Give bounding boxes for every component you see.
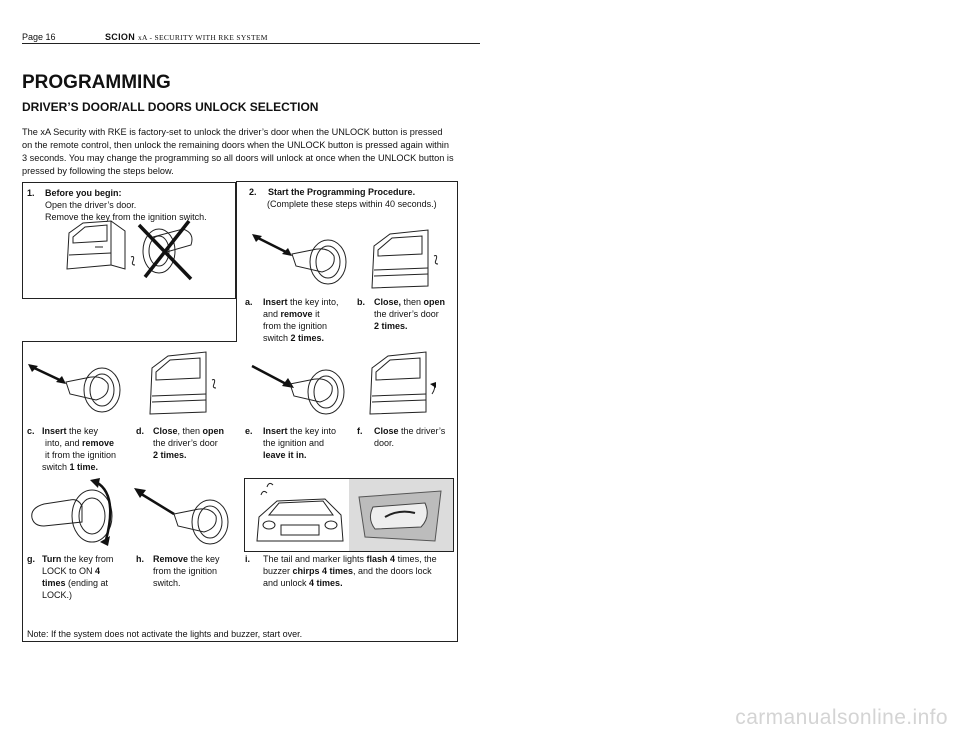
step2-border-mid bbox=[22, 341, 237, 342]
step1-line1: Open the driver’s door. bbox=[45, 200, 137, 210]
step-g-w1: Turn bbox=[42, 554, 62, 564]
door-close-open-icon-b bbox=[370, 228, 450, 294]
step-g-body bbox=[42, 553, 142, 601]
step-i-t5: and unlock bbox=[263, 578, 310, 588]
step-b-w3: 2 times. bbox=[374, 321, 408, 331]
step-g-t4: LOCK.) bbox=[42, 590, 73, 600]
step-i-t4: , and the doors lock bbox=[353, 566, 432, 576]
step-c-w1: Insert bbox=[42, 426, 67, 436]
step-h-letter: h. bbox=[136, 554, 144, 564]
step-i-w1: flash 4 bbox=[366, 554, 396, 564]
step-g-text bbox=[27, 553, 114, 600]
step-b-text bbox=[357, 296, 446, 331]
step-e-body bbox=[263, 425, 363, 461]
key-insert-remove-icon-a bbox=[252, 232, 362, 292]
step-f-text bbox=[357, 425, 446, 448]
car-front-illustration bbox=[251, 483, 347, 549]
step-c-t4: switch bbox=[42, 462, 70, 472]
step-f-t2: door. bbox=[374, 438, 395, 448]
step-d-t1: , then bbox=[177, 426, 203, 436]
step-e-letter: e. bbox=[245, 426, 253, 436]
step-f-w1: Close bbox=[374, 426, 399, 436]
step-h-body bbox=[153, 553, 253, 589]
step-c-t1: the key bbox=[66, 426, 99, 436]
key-insert-remove-icon-c bbox=[28, 362, 128, 422]
step-a-t2: and bbox=[263, 309, 281, 319]
step1-line2: Remove the key from the ignition switch. bbox=[45, 212, 207, 222]
step-d-body bbox=[153, 425, 253, 461]
step-g-t3: (ending at bbox=[65, 578, 109, 588]
step-e-text bbox=[245, 425, 337, 460]
step2-heading: Start the Programming Procedure. bbox=[268, 187, 416, 197]
step-c-w2: remove bbox=[82, 438, 115, 448]
step-b-letter: b. bbox=[357, 297, 365, 307]
step-e-t1: the key into bbox=[287, 426, 337, 436]
step-a-t3: it bbox=[312, 309, 320, 319]
header-subtitle: xA - SECURITY WITH RKE SYSTEM bbox=[138, 33, 268, 42]
step-a-w1: Insert bbox=[263, 297, 288, 307]
step-i-text bbox=[245, 553, 437, 588]
step2-heading-block bbox=[249, 186, 437, 210]
door-handle-illustration bbox=[355, 487, 447, 545]
step-c-text bbox=[27, 425, 117, 472]
car-lights-panel bbox=[244, 478, 454, 552]
step-a-t4: from the ignition bbox=[263, 321, 328, 331]
step-i-body bbox=[263, 553, 463, 589]
step-a-letter: a. bbox=[245, 297, 253, 307]
step-b-w1: Close, bbox=[374, 297, 402, 307]
step-a-w2: remove bbox=[280, 309, 313, 319]
step2-border-left-top bbox=[236, 181, 237, 341]
door-handle-photo bbox=[349, 479, 453, 551]
step-c-letter: c. bbox=[27, 426, 35, 436]
door-close-open-icon-d bbox=[148, 350, 228, 420]
step-c-t2: into, and bbox=[45, 438, 83, 448]
step-g-w3: times bbox=[42, 578, 66, 588]
step-c-body bbox=[42, 425, 142, 473]
step-d-letter: d. bbox=[136, 426, 144, 436]
step-d-t2: the driver’s door bbox=[153, 438, 218, 448]
step-a-text bbox=[245, 296, 339, 343]
step-d-w1: Close bbox=[153, 426, 178, 436]
brand-name: SCION bbox=[105, 32, 136, 42]
step-b-t1: then bbox=[401, 297, 424, 307]
step-e-w2: leave it in. bbox=[263, 450, 307, 460]
section-title: DRIVER’S DOOR/ALL DOORS UNLOCK SELECTION bbox=[22, 100, 319, 114]
step-i-t1: The tail and marker lights bbox=[263, 554, 367, 564]
step-a-t5: switch bbox=[263, 333, 291, 343]
note-text: Note: If the system does not activate the lights and buzzer, start over. bbox=[27, 629, 303, 639]
step-b-t2: the driver’s door bbox=[374, 309, 439, 319]
step-g-t2: LOCK to ON bbox=[42, 566, 96, 576]
step2-border-left-bottom bbox=[22, 341, 23, 642]
header-rule bbox=[22, 43, 480, 44]
intro-paragraph: The xA Security with RKE is factory-set to unlock the driver’s door when the UNLOCK button is pressed on the remote control, then unlock the remaining doors when the UNLOCK button is pressed again within 3 seconds. You may change the programming so all doors will unlock at once when the UNLOCK button is pressed by following the steps below. bbox=[22, 127, 454, 176]
step-c-t3: it from the ignition bbox=[45, 450, 117, 460]
step-f-t1: the driver’s bbox=[398, 426, 446, 436]
step-e-w1: Insert bbox=[263, 426, 288, 436]
step-d-text bbox=[136, 425, 225, 460]
step-f-body bbox=[374, 425, 474, 449]
step-d-w2: open bbox=[202, 426, 225, 436]
key-insert-icon-e bbox=[250, 362, 350, 422]
step-h-w1: Remove bbox=[153, 554, 189, 564]
step-h-text bbox=[136, 553, 220, 588]
step-g-w2: 4 bbox=[95, 566, 101, 576]
page-number: Page 16 bbox=[22, 32, 56, 42]
key-turn-icon-g bbox=[30, 478, 120, 548]
step-c-w3: 1 time. bbox=[69, 462, 99, 472]
page-title: PROGRAMMING bbox=[22, 72, 171, 93]
step-h-t2: from the ignition bbox=[153, 566, 218, 576]
door-close-icon-f bbox=[368, 350, 448, 420]
step-f-letter: f. bbox=[357, 426, 363, 436]
key-remove-icon-h bbox=[134, 488, 234, 548]
step-i-t2: times, the bbox=[395, 554, 437, 564]
step-h-t1: the key bbox=[188, 554, 220, 564]
step-a-t1: the key into, bbox=[287, 297, 339, 307]
step-b-w2: open bbox=[423, 297, 446, 307]
step-e-t2: the ignition and bbox=[263, 438, 325, 448]
step2-note: (Complete these steps within 40 seconds.) bbox=[267, 199, 437, 209]
step-g-letter: g. bbox=[27, 554, 35, 564]
step2-border-top bbox=[236, 181, 458, 182]
step1-heading: Before you begin: bbox=[45, 188, 122, 198]
step2-number: 2. bbox=[249, 187, 257, 197]
step-d-w3: 2 times. bbox=[153, 450, 187, 460]
step-i-w2: chirps 4 times bbox=[292, 566, 354, 576]
step-i-w3: 4 times. bbox=[309, 578, 343, 588]
step-h-t3: switch. bbox=[153, 578, 181, 588]
step-b-body bbox=[374, 296, 474, 332]
step-i-letter: i. bbox=[245, 554, 251, 564]
step-a-w3: 2 times. bbox=[290, 333, 325, 343]
step1-number: 1. bbox=[27, 188, 35, 198]
watermark: carmanualsonline.info bbox=[735, 706, 948, 729]
step-i-t3: buzzer bbox=[263, 566, 293, 576]
step-g-t1: the key from bbox=[61, 554, 114, 564]
